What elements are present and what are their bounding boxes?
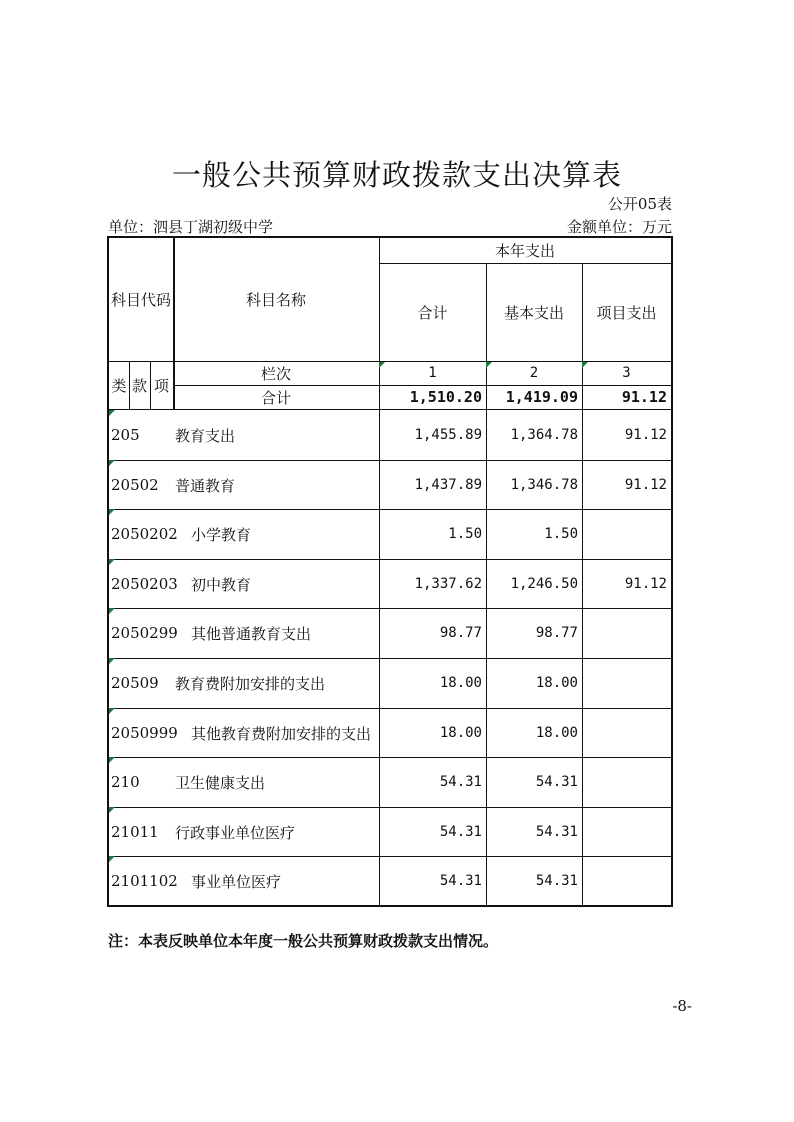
- row-project: [582, 757, 671, 807]
- page-title: 一般公共预算财政拨款支出决算表: [171, 158, 622, 192]
- row-project: [582, 658, 671, 708]
- row-name: 卫生健康支出: [175, 773, 266, 792]
- row-total: 1.50: [448, 526, 482, 542]
- row-basic: 1,346.78: [510, 477, 578, 493]
- row-total: 1,437.89: [414, 477, 482, 493]
- page-number: -8-: [672, 997, 692, 1015]
- row-basic: 1,246.50: [510, 576, 578, 592]
- row-project: 91.12: [624, 477, 667, 493]
- header-project: 项目支出: [596, 303, 657, 322]
- header-code: 科目代码: [110, 291, 171, 309]
- row-total: 1,455.89: [414, 427, 482, 443]
- row-code: 210: [111, 773, 140, 791]
- row-project: 91.12: [624, 576, 667, 592]
- header-xiang: 项: [153, 376, 169, 395]
- footnote: 注：本表反映单位本年度一般公共预算财政拨款支出情况。: [108, 932, 499, 950]
- row-basic: 54.31: [535, 824, 578, 840]
- row-code: 2050203: [111, 575, 178, 593]
- row-total: 18.00: [439, 725, 482, 741]
- row-name: 小学教育: [191, 525, 252, 544]
- column-number-1: 1: [428, 365, 437, 381]
- summary-total: 1,510.20: [409, 388, 482, 406]
- header-basic: 基本支出: [503, 303, 564, 322]
- row-code: 21011: [111, 823, 159, 841]
- row-name: 事业单位医疗: [191, 872, 282, 891]
- row-project: 91.12: [624, 427, 667, 443]
- row-project: [582, 509, 671, 559]
- header-lei: 类: [111, 376, 127, 395]
- row-total: 1,337.62: [414, 576, 482, 592]
- column-number-3: 3: [622, 365, 631, 381]
- amount-unit-label: 金额单位：万元: [566, 218, 672, 236]
- header-kuan: 款: [131, 376, 147, 395]
- column-number-2: 2: [529, 365, 539, 381]
- row-name: 其他普通教育支出: [191, 624, 312, 643]
- row-project: [582, 608, 671, 658]
- header-name: 科目名称: [245, 291, 306, 309]
- row-basic: 1.50: [544, 526, 578, 542]
- row-name: 教育支出: [175, 426, 236, 445]
- row-name: 初中教育: [191, 575, 252, 594]
- row-basic: 54.31: [535, 774, 578, 790]
- row-basic: 18.00: [535, 675, 578, 691]
- row-code: 205: [111, 426, 140, 444]
- row-basic: 98.77: [535, 625, 578, 641]
- row-total: 18.00: [439, 675, 482, 691]
- row-name: 教育费附加安排的支出: [175, 674, 326, 693]
- row-total: 54.31: [439, 873, 482, 889]
- row-code: 2101102: [111, 872, 178, 890]
- row-code: 20509: [111, 674, 159, 692]
- row-name: 普通教育: [175, 476, 236, 495]
- row-project: [582, 807, 671, 857]
- row-code: 20502: [111, 476, 159, 494]
- row-code: 2050202: [111, 525, 178, 543]
- summary-project: 91.12: [621, 388, 667, 406]
- row-name: 行政事业单位医疗: [175, 823, 296, 842]
- row-name: 其他教育费附加安排的支出: [191, 724, 372, 743]
- expenditure-table: [107, 236, 673, 907]
- row-code: 2050299: [111, 624, 178, 642]
- row-basic: 54.31: [535, 873, 578, 889]
- row-total: 54.31: [439, 774, 482, 790]
- row-project: [582, 708, 671, 758]
- row-total: 54.31: [439, 824, 482, 840]
- form-number: 公开05表: [607, 195, 672, 213]
- summary-label: 合计: [260, 388, 291, 407]
- column-number-label: 栏次: [260, 364, 291, 383]
- summary-basic: 1,419.09: [505, 388, 578, 406]
- header-current-year: 本年支出: [494, 242, 555, 260]
- row-total: 98.77: [439, 625, 482, 641]
- unit-label: 单位：泗县丁湖初级中学: [108, 218, 274, 236]
- header-total: 合计: [417, 303, 448, 322]
- row-project: [582, 856, 671, 906]
- row-code: 2050999: [111, 724, 178, 742]
- row-basic: 1,364.78: [510, 427, 578, 443]
- row-basic: 18.00: [535, 725, 578, 741]
